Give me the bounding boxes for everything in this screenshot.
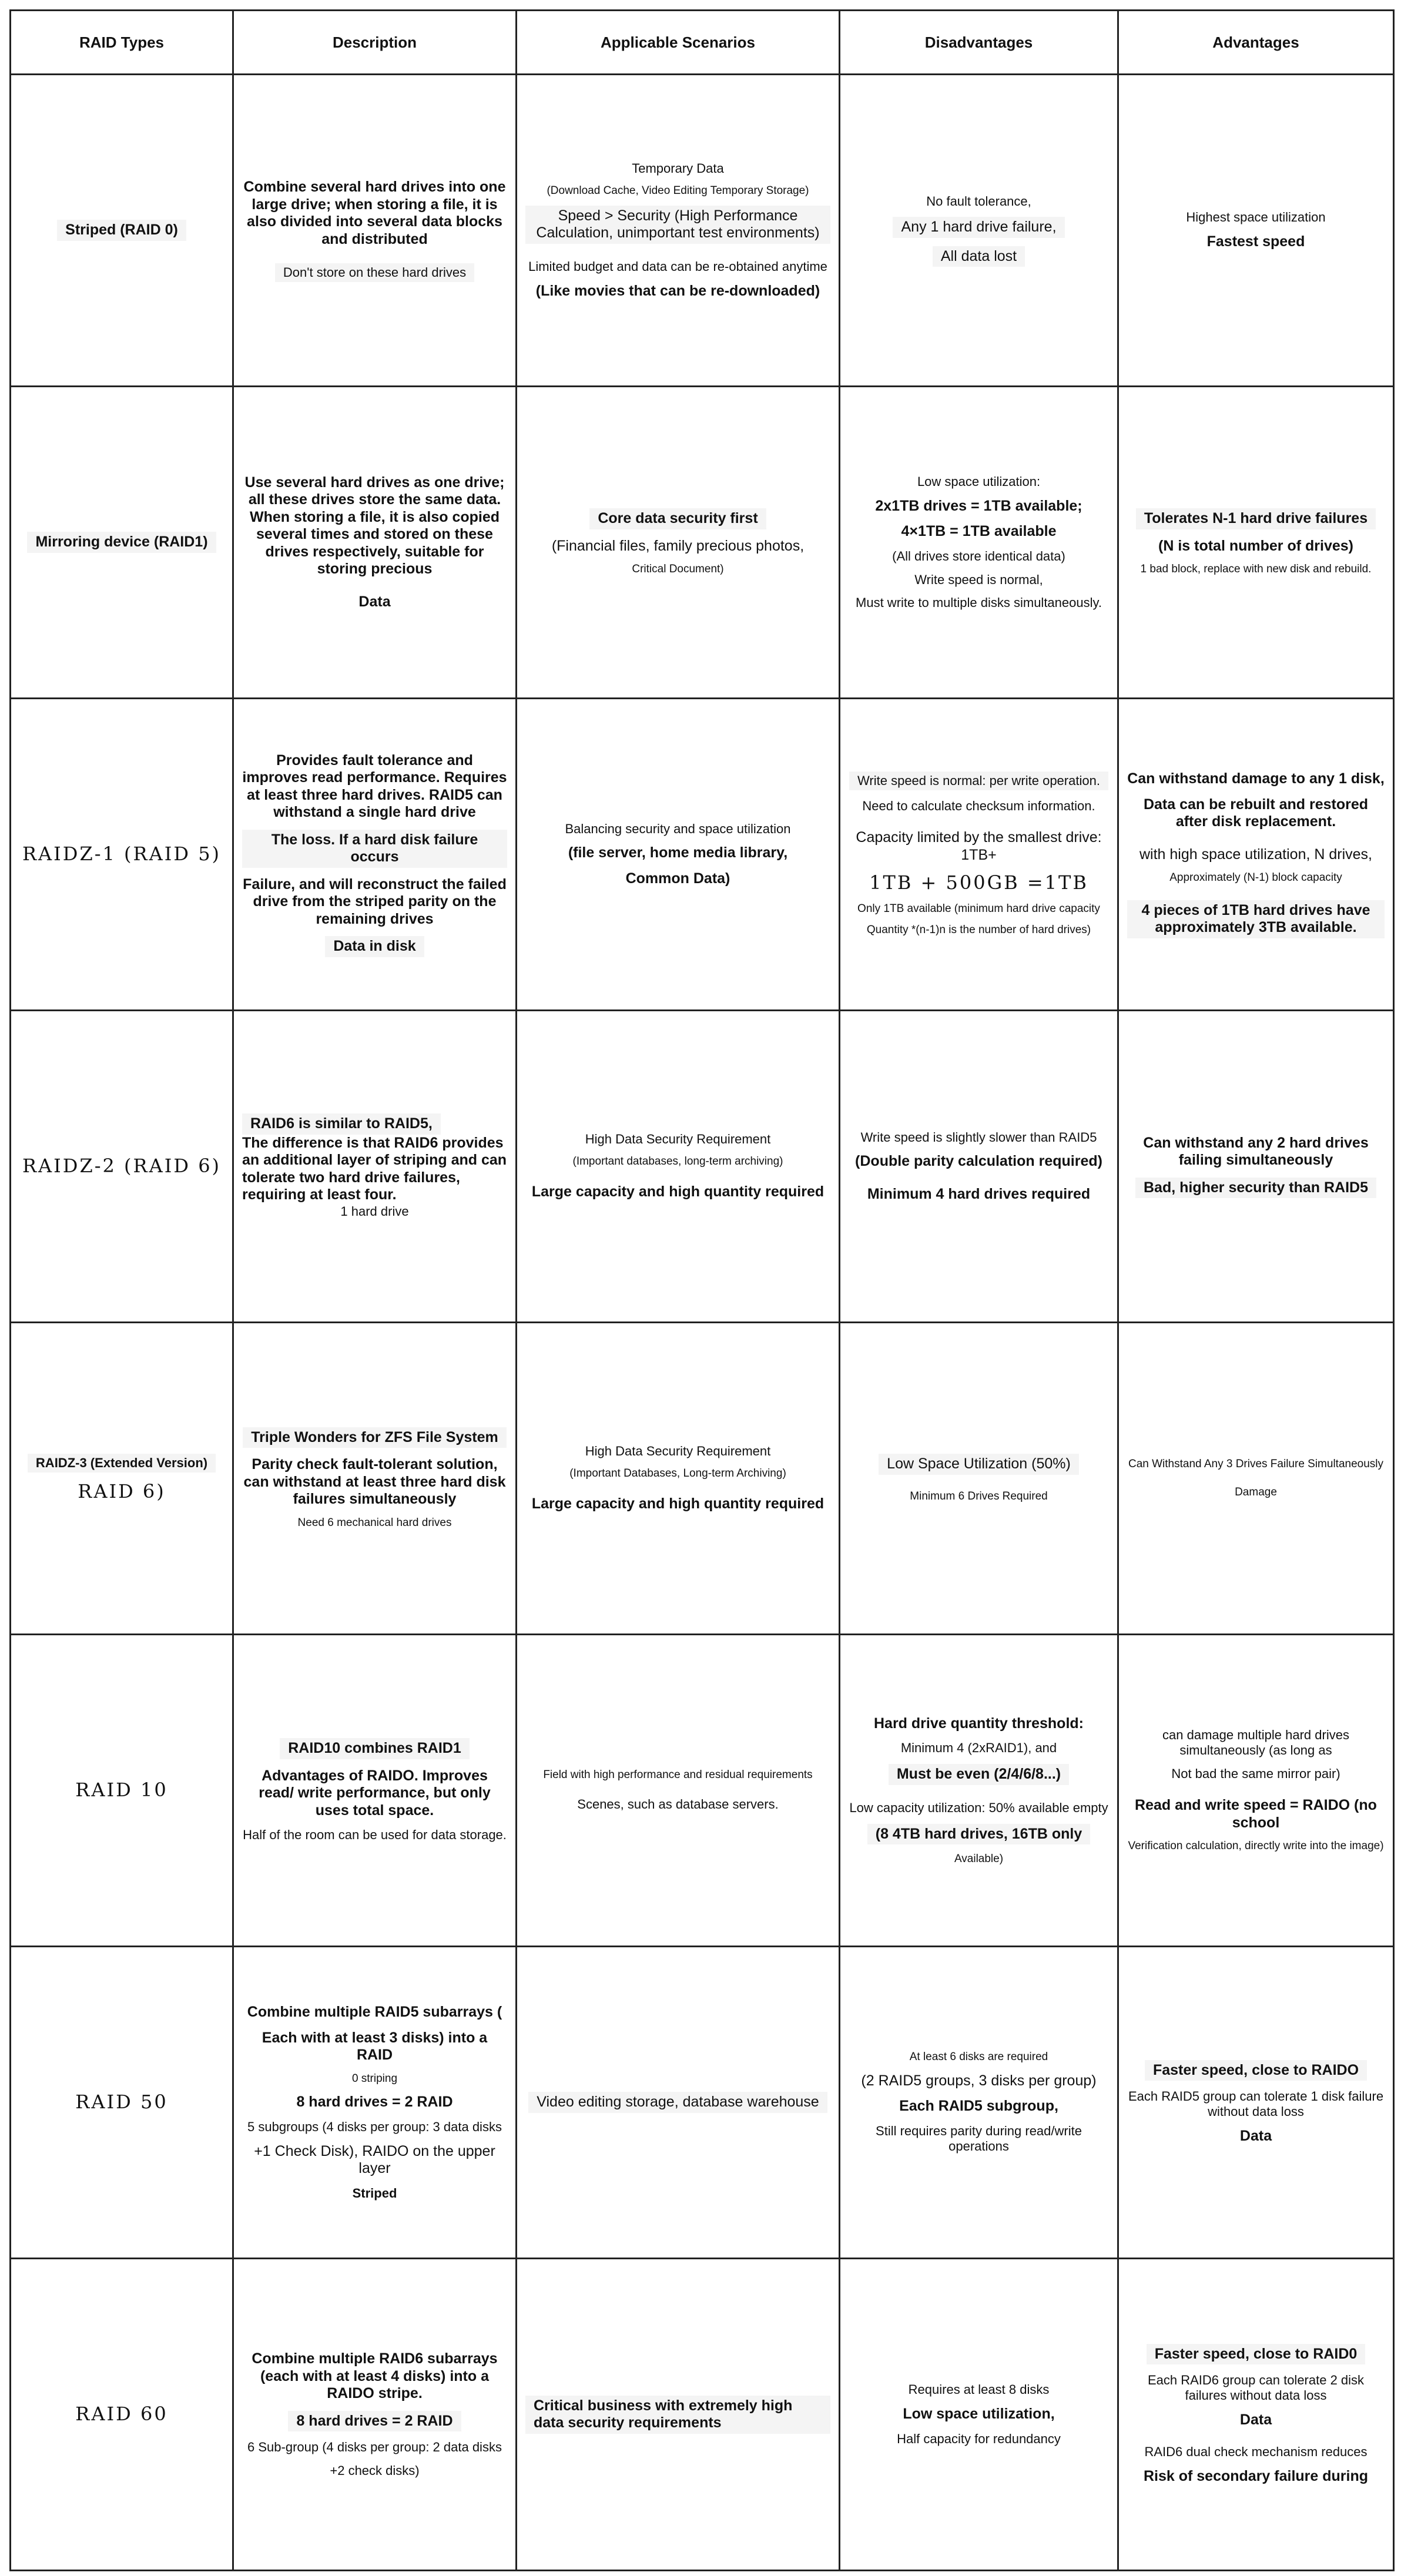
advantages-line: Faster speed, close to RAID0	[1147, 2344, 1366, 2365]
disadvantages-line: Write speed is normal,	[914, 572, 1043, 587]
advantages-cell	[1118, 387, 1394, 699]
advantages-line: can damage multiple hard drives simultaneously (as long as	[1162, 1728, 1349, 1758]
disadvantages-line: Minimum 4 (2xRAID1), and	[900, 1740, 1057, 1756]
scenarios-line: Limited budget and data can be re-obtained anytime	[528, 259, 827, 274]
disadvantages-line: Write speed is slightly slower than RAID5	[860, 1129, 1097, 1145]
scenarios-line: (Important Databases, Long-term Archiving)	[569, 1467, 786, 1480]
table-row	[11, 699, 1394, 1011]
header-raid-types: RAID Types	[11, 11, 233, 75]
disadvantages-line: 4×1TB = 1TB available	[901, 523, 1057, 540]
disadvantages-cell	[840, 1947, 1118, 2259]
header-applicable-scenarios: Applicable Scenarios	[517, 11, 840, 75]
description-line: Need 6 mechanical hard drives	[297, 1516, 452, 1529]
description-cell	[233, 1011, 517, 1323]
disadvantages-line: Low space utilization,	[903, 2406, 1055, 2423]
scenarios-line: (Like movies that can be re-downloaded)	[535, 282, 820, 299]
raid-type-cell	[11, 1011, 233, 1323]
advantages-line: Verification calculation, directly write into the image)	[1128, 1840, 1384, 1853]
disadvantages-line: Minimum 4 hard drives required	[867, 1185, 1091, 1202]
raid-type-name: RAID 50	[75, 2091, 168, 2114]
advantages-line: Fastest speed	[1206, 233, 1305, 250]
description-cell	[233, 699, 517, 1011]
scenarios-line: Scenes, such as database servers.	[577, 1797, 779, 1812]
header-disadvantages: Disadvantages	[840, 11, 1118, 75]
disadvantages-line: No fault tolerance,	[926, 193, 1031, 209]
disadvantages-line: Minimum 6 Drives Required	[910, 1490, 1048, 1502]
disadvantages-line: Any 1 hard drive failure,	[893, 217, 1064, 238]
description-line: Parity check fault-tolerant solution, can withstand at least three hard disk failures simultaneously	[243, 1456, 506, 1508]
disadvantages-cell	[840, 2259, 1118, 2571]
header-description: Description	[233, 11, 517, 75]
advantages-line: 4 pieces of 1TB hard drives have approximately 3TB available.	[1127, 900, 1385, 938]
scenarios-cell	[517, 2259, 840, 2571]
scenarios-line: Core data security first	[589, 508, 766, 529]
disadvantages-line: Must be even (2/4/6/8...)	[889, 1764, 1069, 1785]
scenarios-line: Speed > Security (High Performance Calculation, unimportant test environments)	[525, 206, 830, 244]
disadvantages-line: (All drives store identical data)	[892, 548, 1065, 564]
advantages-line: Can withstand damage to any 1 disk,	[1127, 770, 1385, 787]
description-line: The loss. If a hard disk failure occurs	[242, 830, 507, 868]
advantages-line: Not bad the same mirror pair)	[1171, 1766, 1340, 1782]
advantages-line: Risk of secondary failure during	[1143, 2467, 1369, 2484]
scenarios-cell	[517, 75, 840, 387]
advantages-line: RAID6 dual check mechanism reduces	[1144, 2444, 1368, 2459]
description-line: +2 check disks)	[330, 2463, 420, 2478]
advantages-line: Highest space utilization	[1186, 210, 1326, 225]
scenarios-line: High Data Security Requirement	[585, 1444, 771, 1459]
raid-type-name: RAID 10	[75, 1779, 168, 1802]
disadvantages-cell	[840, 1323, 1118, 1635]
description-line: 1 hard drive	[340, 1203, 409, 1219]
raid-type-cell	[11, 387, 233, 699]
disadvantages-line: (8 4TB hard drives, 16TB only	[867, 1824, 1091, 1845]
description-line: 5 subgroups (4 disks per group: 3 data disks	[247, 2119, 502, 2134]
advantages-cell	[1118, 1011, 1394, 1323]
table-row	[11, 1947, 1394, 2259]
description-cell	[233, 387, 517, 699]
advantages-line: Data can be rebuilt and restored after disk replacement.	[1143, 796, 1369, 830]
advantages-line: Damage	[1235, 1486, 1277, 1498]
raid-type-cell	[11, 75, 233, 387]
description-line: Advantages of RAIDO. Improves read/ write performance, but only uses total space.	[259, 1767, 491, 1819]
table-row	[11, 2259, 1394, 2571]
scenarios-line: Large capacity and high quantity required	[531, 1183, 824, 1200]
raid-type-name: RAIDZ-2 (RAID 6)	[22, 1155, 222, 1178]
description-line: RAID6 is similar to RAID5,	[242, 1113, 441, 1135]
scenarios-line: Field with high performance and residual requirements	[543, 1768, 813, 1781]
description-line: 8 hard drives = 2 RAID	[296, 2094, 453, 2111]
raid-type-name: RAID 6)	[78, 1480, 166, 1503]
advantages-line: 1 bad block, replace with new disk and rebuild.	[1140, 563, 1372, 576]
scenarios-cell	[517, 699, 840, 1011]
disadvantages-line: Capacity limited by the smallest drive: 1TB+	[856, 829, 1102, 863]
table-row	[11, 75, 1394, 387]
disadvantages-line: (2 RAID5 groups, 3 disks per group)	[861, 2072, 1097, 2089]
raid-type-name: RAIDZ-1 (RAID 5)	[22, 843, 222, 866]
advantages-line: Each RAID6 group can tolerate 2 disk failures without data loss	[1147, 2373, 1365, 2403]
disadvantages-line: All data lost	[933, 246, 1025, 267]
advantages-line: Faster speed, close to RAIDO	[1145, 2060, 1367, 2081]
advantages-line: Can Withstand Any 3 Drives Failure Simultaneously	[1128, 1457, 1384, 1470]
header-advantages: Advantages	[1118, 11, 1394, 75]
description-line: 8 hard drives = 2 RAID	[288, 2411, 461, 2432]
disadvantages-line: Still requires parity during read/write operations	[876, 2123, 1082, 2154]
scenarios-line: (file server, home media library,	[568, 844, 788, 861]
advantages-line: Approximately (N-1) block capacity	[1169, 871, 1342, 884]
description-line: Use several hard drives as one drive; all these drives store the same data. When storing a file, it is also copied several times and stored on these drives respectively, suitable for storing precious	[244, 474, 505, 578]
scenarios-cell	[517, 387, 840, 699]
scenarios-line: High Data Security Requirement	[585, 1132, 771, 1147]
table-row	[11, 1635, 1394, 1947]
description-cell	[233, 1947, 517, 2259]
raid-type-cell	[11, 699, 233, 1011]
scenarios-line: Large capacity and high quantity required	[531, 1495, 824, 1512]
advantages-cell	[1118, 699, 1394, 1011]
disadvantages-cell	[840, 387, 1118, 699]
description-line: Combine several hard drives into one large drive; when storing a file, it is also divided into several data blocks and distributed	[243, 179, 506, 247]
table-row	[11, 387, 1394, 699]
disadvantages-cell	[840, 75, 1118, 387]
raid-type-cell	[11, 1323, 233, 1635]
raid-type-cell	[11, 1635, 233, 1947]
raid-type-cell	[11, 1947, 233, 2259]
scenarios-line: Common Data)	[625, 870, 730, 887]
scenarios-line: (Download Cache, Video Editing Temporary Storage)	[547, 184, 809, 197]
disadvantages-line: Quantity *(n-1)n is the number of hard drives)	[866, 924, 1091, 937]
scenarios-cell	[517, 1635, 840, 1947]
disadvantages-cell	[840, 699, 1118, 1011]
description-line: Triple Wonders for ZFS File System	[243, 1427, 506, 1448]
description-line: 0 striping	[351, 2072, 398, 2085]
disadvantages-cell	[840, 1011, 1118, 1323]
scenarios-cell	[517, 1947, 840, 2259]
scenarios-line: Critical business with extremely high data security requirements	[525, 2396, 830, 2434]
scenarios-cell	[517, 1323, 840, 1635]
header-row	[11, 11, 1394, 75]
disadvantages-line: 1TB + 500GB =1TB	[869, 871, 1088, 894]
advantages-cell	[1118, 1323, 1394, 1635]
description-line: Data in disk	[325, 936, 424, 957]
description-line: Data	[358, 593, 391, 610]
description-cell	[233, 75, 517, 387]
scenarios-line: Balancing security and space utilization	[565, 821, 791, 836]
disadvantages-line: Need to calculate checksum information.	[862, 799, 1095, 814]
advantages-cell	[1118, 1635, 1394, 1947]
description-line: Combine multiple RAID5 subarrays (	[247, 2004, 502, 2021]
advantages-cell	[1118, 75, 1394, 387]
advantages-line: Bad, higher security than RAID5	[1135, 1178, 1376, 1199]
description-line: Each with at least 3 disks) into a RAID	[262, 2029, 488, 2064]
description-line: The difference is that RAID6 provides an additional layer of striping and can tolerate two hard drive failures, requiring at least four.	[242, 1134, 507, 1203]
scenarios-line: Critical Document)	[632, 563, 724, 576]
scenarios-line: (Financial files, family precious photos,	[551, 537, 805, 554]
disadvantages-cell	[840, 1635, 1118, 1947]
description-cell	[233, 1635, 517, 1947]
advantages-line: Tolerates N-1 hard drive failures	[1136, 508, 1376, 529]
advantages-line: (N is total number of drives)	[1158, 537, 1353, 554]
advantages-line: Can withstand any 2 hard drives failing simultaneously	[1143, 1134, 1369, 1169]
raid-type-cell	[11, 2259, 233, 2571]
scenarios-line: Video editing storage, database warehouse	[528, 2092, 827, 2113]
description-line: Half of the room can be used for data storage.	[243, 1827, 507, 1843]
advantages-cell	[1118, 1947, 1394, 2259]
description-line: Striped	[352, 2185, 397, 2201]
raid-comparison-table	[9, 9, 1395, 2571]
advantages-cell	[1118, 2259, 1394, 2571]
disadvantages-line: Must write to multiple disks simultaneously.	[856, 595, 1102, 611]
disadvantages-line: Hard drive quantity threshold:	[874, 1715, 1084, 1732]
disadvantages-line: Only 1TB available (minimum hard drive capacity	[857, 902, 1100, 915]
table-row	[11, 1323, 1394, 1635]
disadvantages-line: 2x1TB drives = 1TB available;	[875, 497, 1082, 514]
raid-type-name: Mirroring device (RAID1)	[27, 532, 216, 553]
advantages-line: Each RAID5 group can tolerate 1 disk failure without data loss	[1128, 2089, 1384, 2119]
table-row	[11, 1011, 1394, 1323]
disadvantages-line: Available)	[954, 1853, 1004, 1865]
description-line: RAID10 combines RAID1	[280, 1738, 470, 1759]
raid-type-name: Striped (RAID 0)	[57, 220, 186, 241]
description-line: +1 Check Disk), RAIDO on the upper layer	[254, 2142, 495, 2177]
description-line: Failure, and will reconstruct the failed drive from the striped parity on the remaining drives	[243, 876, 507, 927]
disadvantages-line: (Double parity calculation required)	[855, 1153, 1102, 1170]
disadvantages-line: Each RAID5 subgroup,	[899, 2098, 1058, 2115]
raid-type-name: RAID 60	[75, 2403, 168, 2426]
scenarios-cell	[517, 1011, 840, 1323]
disadvantages-line: Half capacity for redundancy	[897, 2431, 1061, 2446]
description-line: Provides fault tolerance and improves read performance. Requires at least three hard drives. RAID5 can withstand a single hard drive	[242, 752, 507, 820]
disadvantages-line: Low space utilization:	[917, 474, 1041, 489]
description-cell	[233, 2259, 517, 2571]
disadvantages-line: Requires at least 8 disks	[908, 2382, 1050, 2397]
disadvantages-line: At least 6 disks are required	[909, 2051, 1048, 2064]
description-line: 6 Sub-group (4 disks per group: 2 data disks	[247, 2440, 502, 2455]
advantages-line: Data	[1239, 2127, 1272, 2144]
advantages-line: with high space utilization, N drives,	[1139, 846, 1373, 863]
raid-type-name: RAIDZ-3 (Extended Version)	[28, 1454, 216, 1473]
advantages-line: Data	[1239, 2411, 1272, 2429]
description-cell	[233, 1323, 517, 1635]
disadvantages-line: Low Space Utilization (50%)	[879, 1454, 1079, 1475]
description-line: Combine multiple RAID6 subarrays (each with at least 4 disks) into a RAIDO stripe.	[252, 2350, 498, 2402]
scenarios-line: (Important databases, long-term archiving)	[572, 1155, 783, 1168]
description-line: Don't store on these hard drives	[275, 263, 474, 282]
disadvantages-line: Write speed is normal: per write operation.	[849, 772, 1108, 790]
scenarios-line: Temporary Data	[632, 160, 724, 176]
advantages-line: Read and write speed = RAIDO (no school	[1135, 1797, 1377, 1831]
disadvantages-line: Low capacity utilization: 50% available empty	[849, 1800, 1108, 1815]
